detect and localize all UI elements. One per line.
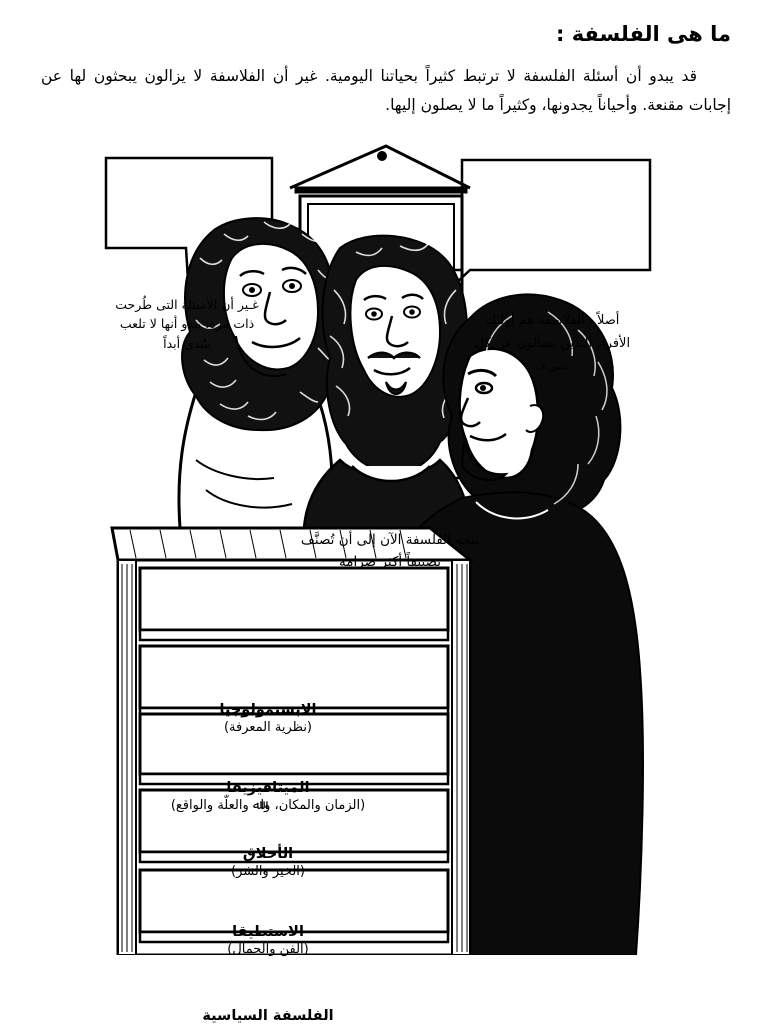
shelf-label-metaphysics bbox=[133, 780, 403, 813]
shelf-title: الميتافيزيقا bbox=[226, 780, 310, 796]
speech-bubble-descartes bbox=[436, 160, 650, 302]
shelf-title: الابستمولوجيا bbox=[219, 702, 317, 718]
intro-text: قد يبدو أن أسئلة الفلسفة لا ترتبط كثيراً بحياتنا اليومية. غير أن الفلاسفة لا يزالون يبحثون لها عن إجابات مقنعة. وأحياناً يجدونها، وكثيراً ما لا يصلون إليها. bbox=[41, 67, 731, 114]
speech-bubble-socrates-text: غـير أن الأسئلة التى طُرحت ذات مرة، يبدو أنها لا تلعب سُدى أبداً bbox=[115, 297, 259, 351]
speech-bubble-modern-text: تتجه الفلسفة الآن إلى أن تُصنَّف تصنيفاً أكثر صرامة bbox=[300, 532, 480, 570]
philosophy-cartoon-illustration bbox=[0, 130, 769, 1024]
shelf-title: الأخلاق bbox=[242, 846, 294, 862]
speech-bubble-descartes-text: أصلاً ، الفلاسفة هم أولئك الأفراد الـذين يسألون عن كل شىء. bbox=[474, 313, 631, 374]
shelf-label-epistemology bbox=[133, 702, 403, 735]
shelf-label-aesthetics bbox=[133, 924, 403, 957]
shelf-subtitle: (الزمان والمكان، واﷲ والعلّة والواقع) bbox=[170, 798, 366, 813]
intro-paragraph bbox=[41, 62, 731, 119]
shelf-title: الفلسفة السياسية bbox=[202, 1008, 334, 1024]
philosophy-bookcase bbox=[112, 528, 470, 955]
shelf-title: الاستطيقا bbox=[232, 924, 304, 940]
shelf-label-ethics bbox=[133, 846, 403, 879]
shelf-subtitle: (نظرية المعرفة) bbox=[223, 720, 313, 735]
shelf-subtitle: (الخير والشر) bbox=[231, 864, 305, 879]
shelf-label-political-philosophy bbox=[133, 1008, 403, 1026]
shelf-subtitle: (الفن والجمال) bbox=[227, 942, 309, 957]
socrates-bust bbox=[179, 218, 342, 528]
page-title: ما هى الفلسفة : bbox=[555, 22, 731, 46]
cartoon-svg bbox=[0, 130, 769, 955]
